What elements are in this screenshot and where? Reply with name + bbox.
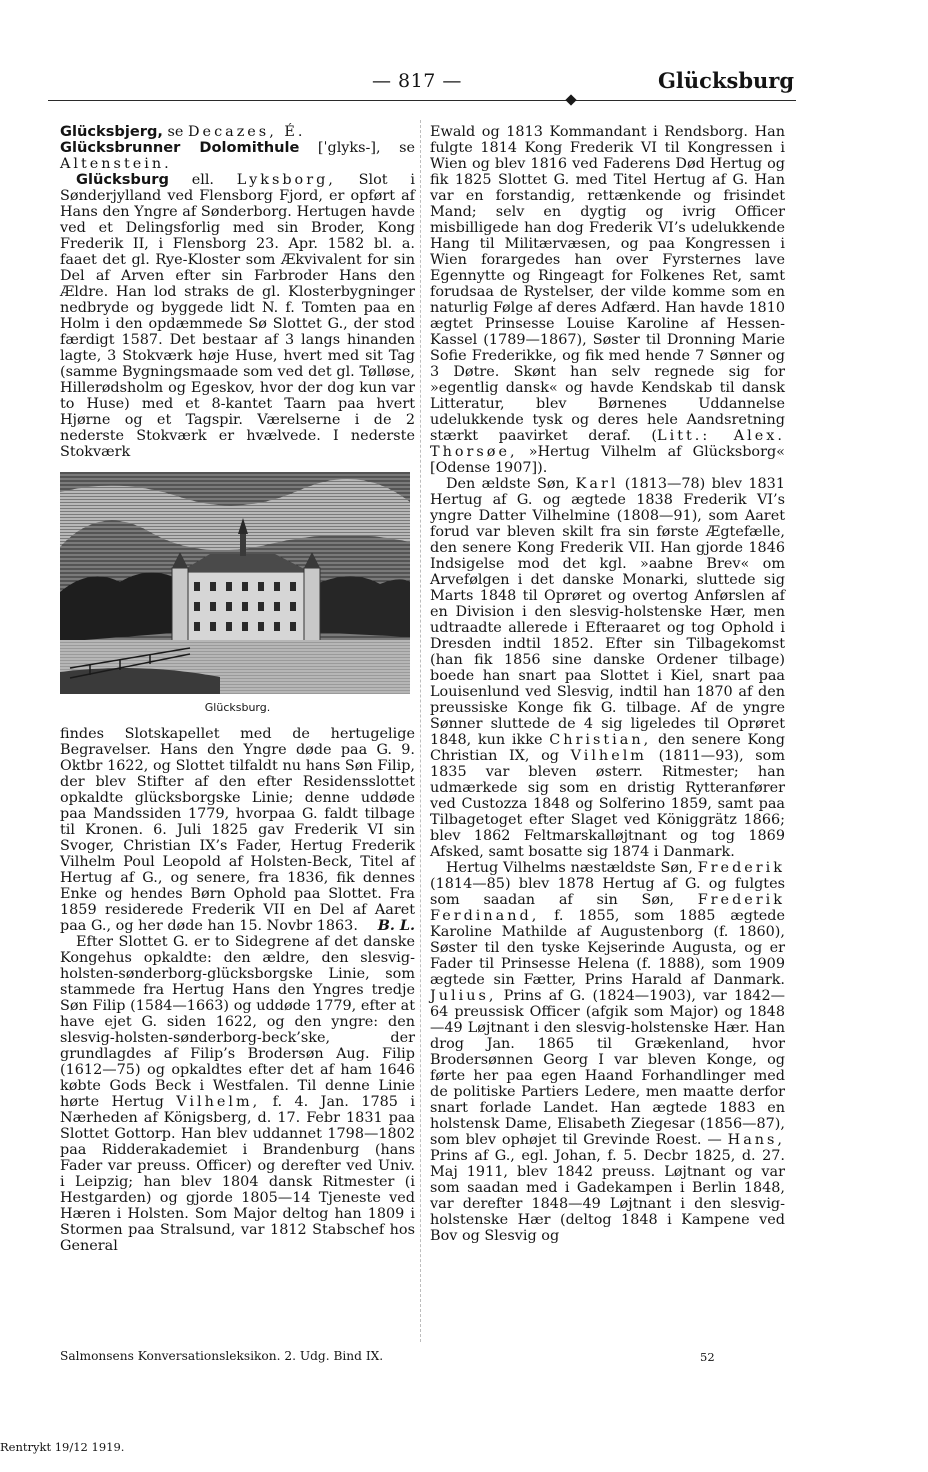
entry-glucksburg-continued: findes Slotskapellet med de hertugelige Begravelser. Hans den Yngre døde paa G. 9. Oktbr 1622, og Slottet tilfaldt nu hans Søn Filip, der blev Stifter af den efter Residensslottet opkaldte glücksborgske Linie; denne uddøde paa Mandssiden 1779, hvorpaa G. faldt tilbage til Kronen. 6. Juli 1825 gav Frederik VI sin Svoger, Christian IX’s Fader, Hertug Frederik Vilhelm Poul Leopold af Holsten-Beck, Titel af Hertug af G., og senere, fra 1836, fik dennes Enke og hendes Børn Ophold paa Slottet. Fra 1859 residerede Frederik VII en Del af Aaret paa G., og her døde han 15. Novbr 1863. B. L. (60, 726, 415, 934)
trees (60, 572, 185, 642)
paragraph-vilhelm: Ewald og 1813 Kommandant i Rendsborg. Han fulgte 1814 Kong Frederik VI til Kongressen i Wien og blev 1816 ved Faderens Død Hertug og fik 1825 Slottet G. med Titel Hertug af G. Han var en forstandig, rettænkende og frisindet Mand; selv en dygtig og ivrig Officer misbilligede han dog Frederik VI’s udelukkende Hang til Militærvæsen, og paa Kongressen i Wien forargedes han over Fyrsternes lave Egennytte og Ringeagt for Folkenes Ret, samt forudsaa de Rystelser, der vilde komme som en naturlig Følge af deres Adfærd. Han havde 1810 ægtet Prinsesse Louise Karoline af Hessen-Kassel (1789—1867), Søster til Dronning Marie Sofie Frederikke, og fik med hende 7 Sønner og 3 Døtre. Skønt han selv regnede sig for »egentlig dansk« og havde Kendskab til dansk Litteratur, blev Børnenes Uddannelse udelukkende tysk og deres hele Aandsretning stærkt paavirket deraf. (Litt.: Alex. Thorsøe, »Hertug Vilhelm af Glücksborg« [Odense 1907]). (430, 124, 785, 476)
left-column (60, 124, 415, 1254)
entry-headword: Glücksbrunner Dolomithule (60, 139, 300, 156)
paragraph-frederik: Hertug Vilhelms næstældste Søn, Frederik (1814—85) blev 1878 Hertug af G. og fulgtes som saadan af sin Søn, Frederik Ferdinand, f. 1855, som 1885 ægtede Karoline Mathilde af Augustenborg (f. 1860), Søster til den tyske Kejserinde Augusta, og er Fader til Prinsesse Helena (f. 1888), som 1909 ægtede sin Fætter, Prins Harald af Danmark. Julius, Prins af G. (1824—1903), var 1842—64 preussisk Officer (afgik som Major) og 1848—49 Løjtnant i den slesvig-holstenske Hær. Han drog Jan. 1865 til Grækenland, hvor Brodersønnen Georg I var bleven Konge, og førte her paa egen Haand Forhandlinger med de politiske Partiers Ledere, men maatte derfor snart forlade Landet. Han ægtede 1883 en holstensk Dame, Elisabeth Ziegesar (1856—87), som blev ophøjet til Grevinde Roest. — Hans, Prins af G., egl. Johan, f. 5. Decbr 1825, d. 27. Maj 1911, blev 1842 preuss. Løjtnant og var som saadan med i Gadekampen i Berlin 1848, var derefter 1848—49 Løjtnant i den slesvig-holstenske Hær (deltog 1848 i Kampene ved Bov og Slesvig og (430, 860, 785, 1244)
castle-illustration (60, 472, 415, 694)
entry-glucksburg-lines: Efter Slottet G. er to Sidegrene af det danske Kongehus opkaldte: den ældre, den slesvig-holsten-sønderborg-glücksborgske Linie, som stammede fra Hertug Hans den Yngres tredje Søn Filip (1584—1663) og uddøde 1779, efter at have ejet G. siden 1622, og den yngre: den slesvig-holsten-sønderborg-beck’ske, der grundlagdes af Filip’s Brodersøn Aug. Filip (1612—75) og opkaldtes efter det af ham 1646 købte Gods Beck i Westfalen. Til denne Linie hørte Hertug Vilhelm, f. 4. Jan. 1785 i Nærheden af Königsberg, d. 17. Febr 1831 paa Slottet Gottorp. Han blev uddannet 1798—1802 paa Ridderakademiet i Brandenburg (hans Fader var preuss. Officer) og derefter ved Univ. i Leipzig; han blev 1804 dansk Ritmester (i Hestgarden) og gjorde 1805—14 Tjeneste ved Hæren i Holsten. Som Major deltog han 1809 i Stormen paa Stralsund, var 1812 Stabschef hos General (60, 934, 416, 1254)
paragraph-karl: Den ældste Søn, Karl (1813—78) blev 1831 Hertug af G. og ægtede 1838 Frederik VI’s yngre Datter Vilhelmine (1808—91), som Aaret forud var bleven skilt fra sin første Ægtefælle, den senere Kong Frederik VII. Han gjorde 1846 Indsigelse mod det kgl. »aabne Brev« om Arvefølgen i det danske Monarki, sluttede sig Marts 1848 til Oprøret og overtog Anførslen af en Division i den slesvig-holstenske Hær, men udtraadte allerede i Efteraaret og tog Ophold i Dresden indtil 1852. Efter sin Tilbagekomst (han fik 1856 sine danske Ordener tilbage) boede han snart paa Slottet i Kiel, snart paa Louisenlund ved Slesvig, indtil han 1870 af den preussiske Konge fik G. tilbage. Af de yngre Sønner sluttede de 4 sig ligeledes til Oprøret 1848, kun ikke Christian, den senere Kong Christian IX, og Vilhelm (1811—93), som 1835 var bleven østerr. Ritmester; han udmærkede sig som en dristig Rytteranfører ved Custozza 1848 og Solferino 1859, samt paa Tilbagetoget efter Slaget ved Königgrätz 1866; blev 1862 Feltmarskalløjtnant og tog 1869 Afsked, samt bosatte sig 1874 i Danmark. (430, 476, 785, 860)
entry-headword: Glücksbjerg, (60, 123, 163, 140)
column-divider (420, 120, 421, 1342)
right-column (430, 124, 785, 1244)
entry-glucksbrunner: Glücksbrunner Dolomithule [ˈglyks-], se Altenstein. (60, 139, 415, 172)
trees-right (310, 576, 410, 637)
running-title: Glücksburg (658, 68, 795, 93)
cross-reference: Altenstein. (60, 156, 172, 172)
author-signature: B. L. (377, 917, 415, 934)
figure-caption: Glücksburg. (204, 701, 271, 714)
entry-glucksburg: Glücksburg ell. Lyksborg, Slot i Sønderjylland ved Flensborg Fjord, er opført af Hans den Yngre af Sønderborg. Hertugen havde ved et Delingsforlig med sin Broder, Kong Frederik II, i Flensborg 23. Apr. 1582 bl. a. faaet det gl. Rye-Kloster som Ækvivalent for sin Del af Arven efter sin Farbroder Hans den Ældre. Han lod straks de gl. Klosterbygninger nedbryde og byggede lidt N. f. Tomten paa en Holm i den opdæmmede Sø Slottet G., der stod færdigt 1587. Det bestaar af 3 langs hinanden lagte, 3 Stokværk høje Huse, hvert med sit Tag (samme Bygningsmaade som ved det gl. Tølløse, Hillerødsholm og Egeskov, hvor der dog kun var to Huse) med et 8-kantet Taarn paa hvert Hjørne og et Tagspir. Værelserne i de 2 nederste Stokværk er hvælvede. I nederste Stokværk (60, 171, 415, 460)
sheet-number: 52 (700, 1350, 715, 1364)
print-stamp: Rentrykt 19/12 1919. (0, 1440, 125, 1454)
literature-reference: Litt.: Alex. Thorsøe, (430, 428, 785, 460)
entry-glucksbjerg: Glücksbjerg, se Decazes, É. (60, 123, 306, 140)
entry-headword: Glücksburg (76, 171, 169, 188)
cross-reference: Decazes, É. (188, 124, 306, 140)
header-rule (48, 100, 796, 101)
header-ornament (565, 94, 576, 105)
publication-footer: Salmonsens Konversationsleksikon. 2. Udg. Bind IX. (60, 1349, 384, 1363)
page-number: — 817 — (372, 70, 462, 92)
